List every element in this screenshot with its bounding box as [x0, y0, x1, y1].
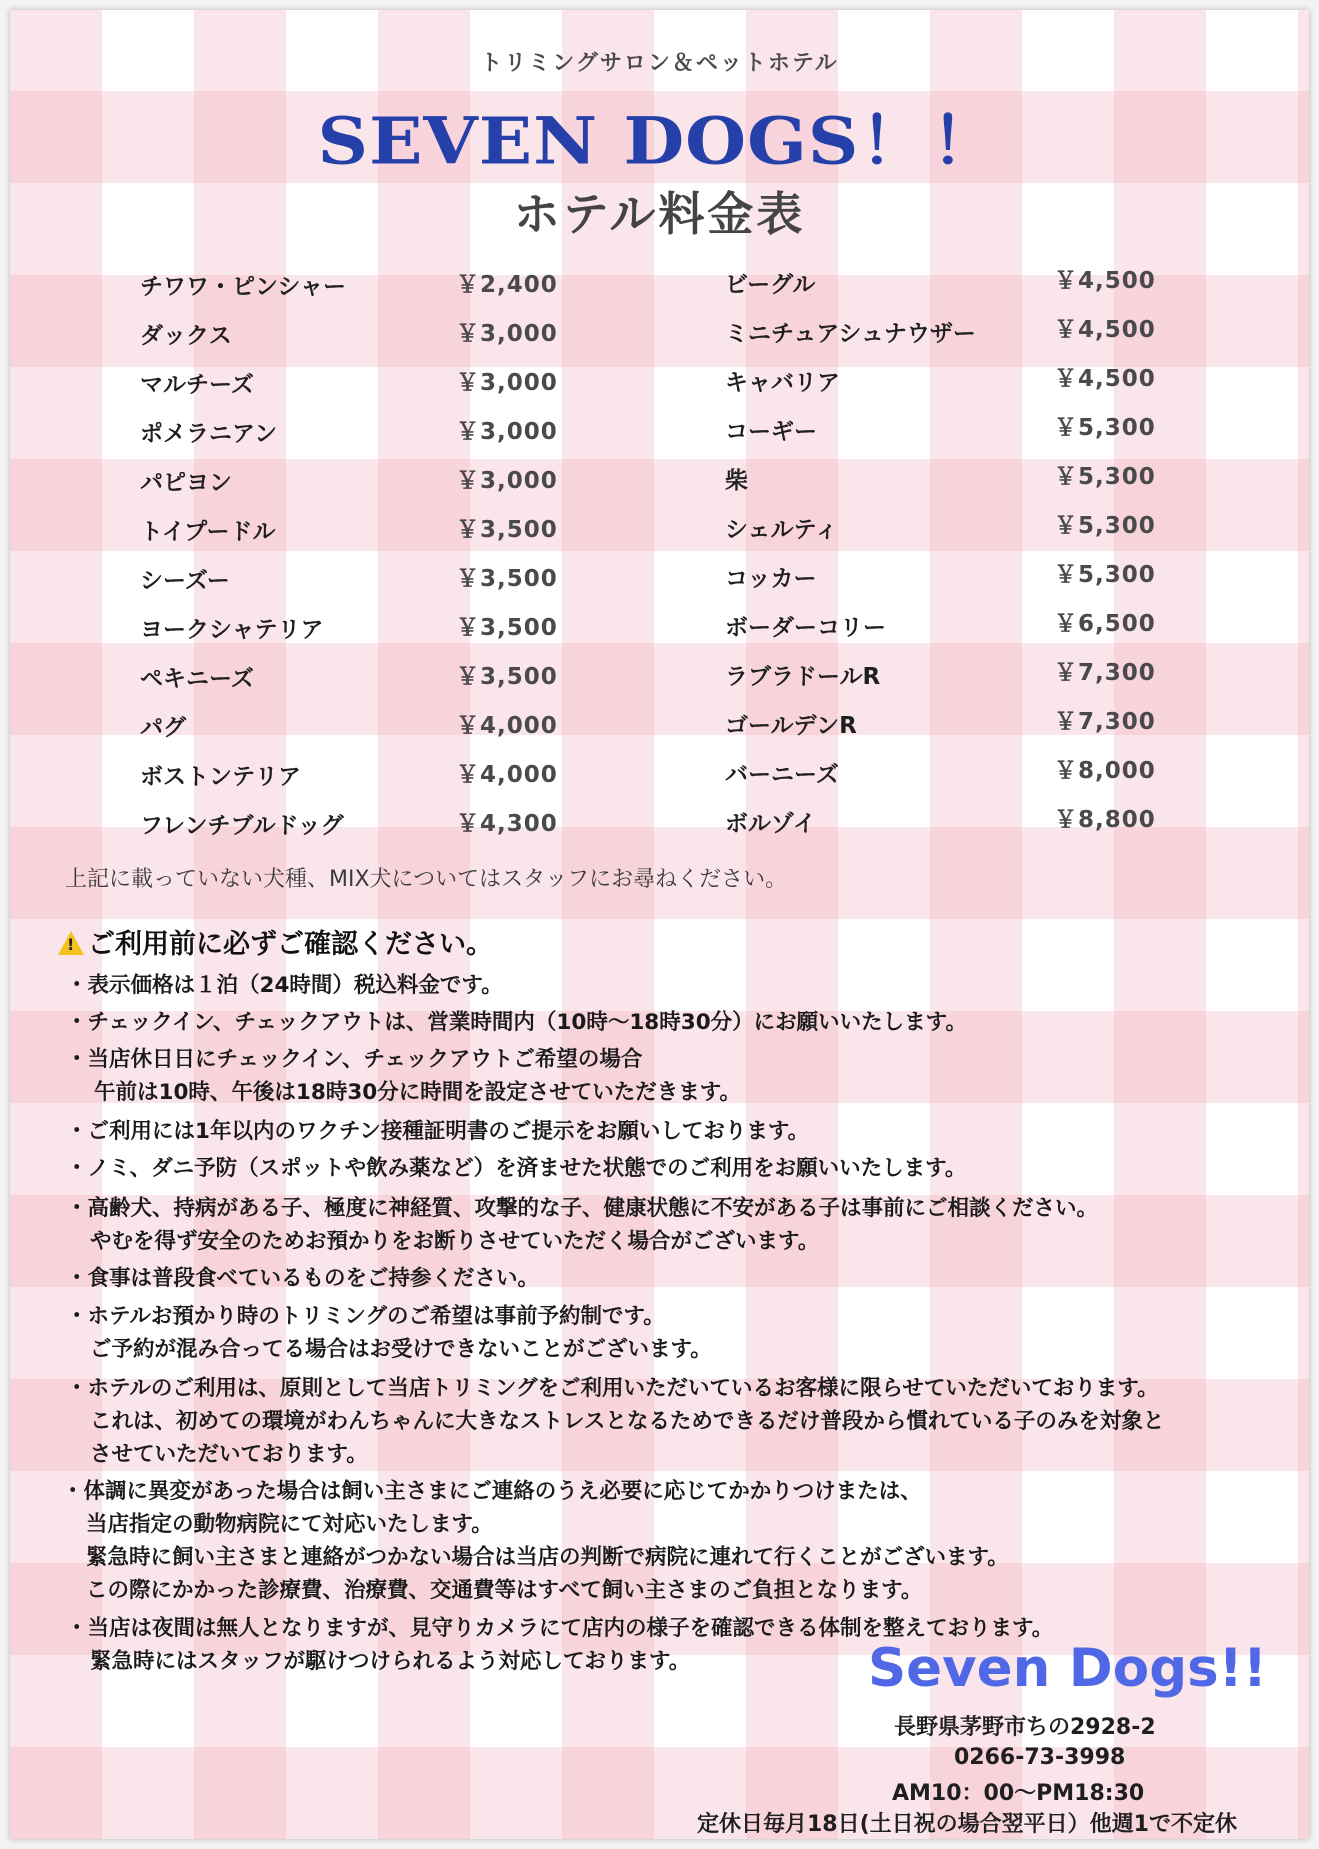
breed-price: ￥4,300 — [456, 811, 558, 837]
shop-address: 長野県茅野市ちの2928-2 — [894, 1715, 1156, 1740]
rule-line: 緊急時にはスタッフが駆けつけられるよう対応しております。 — [90, 1649, 691, 1674]
breed-price: ￥3,000 — [456, 321, 558, 347]
breed-name: ヨークシャテリア — [140, 617, 324, 643]
breed-name: コーギー — [725, 419, 817, 445]
breed-price: ￥5,300 — [1054, 415, 1156, 441]
rule-line: 緊急時に飼い主さまと連絡がつかない場合は当店の判断で病院に連れて行くことがございます。 — [86, 1545, 1009, 1570]
breed-name: ビーグル — [725, 272, 816, 298]
breed-name: ボストンテリア — [140, 764, 301, 790]
breed-name: ダックス — [140, 323, 232, 349]
breed-price: ￥3,500 — [456, 517, 558, 543]
warning-heading-text: ご利用前に必ずご確認ください。 — [88, 929, 493, 960]
rule-line: ・高齢犬、持病がある子、極度に神経質、攻撃的な子、健康状態に不安がある子は事前にご相談ください。 — [66, 1196, 1099, 1221]
breed-name: ペキニーズ — [140, 666, 254, 692]
breed-price: ￥8,000 — [1054, 758, 1156, 784]
brand-logo-text: SEVEN DOGS！！ — [317, 102, 1002, 180]
breed-price: ￥5,300 — [1054, 562, 1156, 588]
breed-name: フレンチブルドッグ — [140, 813, 344, 839]
breed-price: ￥5,300 — [1054, 513, 1156, 539]
breed-name: ミニチュアシュナウザー — [725, 321, 976, 347]
shop-holiday: 定休日毎月18日(土日祝の場合翌平日）他週1で不定休 — [697, 1812, 1237, 1837]
breed-price: ￥3,000 — [456, 370, 558, 396]
breed-price: ￥6,500 — [1054, 611, 1156, 637]
warning-heading — [58, 922, 493, 961]
rule-line: ・体調に異変があった場合は飼い主さまにご連絡のうえ必要に応じてかかりつけまたは、 — [62, 1479, 922, 1504]
rule-line: ・ご利用には1年以内のワクチン接種証明書のご提示をお願いしております。 — [66, 1119, 810, 1144]
breed-name: バーニーズ — [725, 762, 839, 788]
breed-price: ￥3,000 — [456, 468, 558, 494]
breed-name: キャバリア — [725, 370, 840, 396]
breed-name: ボルゾイ — [725, 811, 816, 837]
breed-price: ￥4,000 — [456, 762, 558, 788]
breed-name: トイプードル — [140, 519, 276, 545]
breed-price: ￥3,500 — [456, 615, 558, 641]
warning-icon — [58, 931, 84, 955]
breed-name: ラブラドールR — [725, 664, 881, 690]
breed-price: ￥3,500 — [456, 664, 558, 690]
breed-price: ￥3,500 — [456, 566, 558, 592]
header-subtitle: トリミングサロン＆ペットホテル — [480, 51, 839, 76]
breed-price: ￥8,800 — [1054, 807, 1156, 833]
breed-name: ボーダーコリー — [725, 615, 886, 641]
rule-line: ・当店は夜間は無人となりますが、見守りカメラにて店内の様子を確認できる体制を整えております。 — [66, 1616, 1054, 1641]
breed-price: ￥4,500 — [1054, 268, 1156, 294]
rule-line: ・食事は普段食べているものをご持参ください。 — [66, 1266, 540, 1291]
rule-line: やむを得ず安全のためお預かりをお断りさせていただく場合がございます。 — [90, 1229, 820, 1254]
rule-line: ・当店休日日にチェックイン、チェックアウトご希望の場合 — [66, 1047, 643, 1072]
breed-price: ￥2,400 — [456, 272, 558, 298]
page-title: ホテル料金表 — [513, 187, 806, 241]
breed-name: ポメラニアン — [140, 421, 278, 447]
rule-line: させていただいております。 — [90, 1442, 368, 1467]
breed-name: シーズー — [140, 568, 230, 594]
rule-line: ・ノミ、ダニ予防（スポットや飲み薬など）を済ませた状態でのご利用をお願いいたします。 — [66, 1156, 967, 1181]
breed-price: ￥3,000 — [456, 419, 558, 445]
rule-line: 午前は10時、午後は18時30分に時間を設定させていただきます。 — [94, 1080, 742, 1105]
breed-name: パグ — [140, 715, 186, 741]
price-sheet — [10, 10, 1309, 1839]
footer-brand: Seven Dogs!! — [868, 1638, 1268, 1699]
breed-name: ゴールデンR — [725, 713, 857, 739]
shop-phone: 0266-73-3998 — [954, 1745, 1126, 1770]
shop-hours: AM10：00〜PM18:30 — [892, 1781, 1145, 1806]
breed-name: コッカー — [725, 566, 817, 592]
breed-price: ￥4,000 — [456, 713, 558, 739]
breed-price: ￥7,300 — [1054, 660, 1156, 686]
rule-line: ・チェックイン、チェックアウトは、営業時間内（10時〜18時30分）にお願いいたします。 — [66, 1010, 967, 1035]
rule-line: 当店指定の動物病院にて対応いたします。 — [86, 1512, 493, 1537]
rule-line: ご予約が混み合ってる場合はお受けできないことがございます。 — [90, 1337, 712, 1362]
unlisted-breed-note: 上記に載っていない犬種、MIX犬についてはスタッフにお尋ねください。 — [65, 867, 788, 892]
breed-name: チワワ・ピンシャー — [140, 274, 346, 300]
breed-price: ￥7,300 — [1054, 709, 1156, 735]
breed-price: ￥4,500 — [1054, 317, 1156, 343]
rule-line: ・ホテルお預かり時のトリミングのご希望は事前予約制です。 — [66, 1304, 665, 1329]
rule-line: この際にかかった診療費、治療費、交通費等はすべて飼い主さまのご負担となります。 — [86, 1578, 923, 1603]
breed-price: ￥4,500 — [1054, 366, 1156, 392]
breed-price: ￥5,300 — [1054, 464, 1156, 490]
breed-name: マルチーズ — [140, 372, 254, 398]
breed-name: 柴 — [725, 468, 748, 494]
rule-line: これは、初めての環境がわんちゃんに大きなストレスとなるためできるだけ普段から慣れている子のみを対象と — [90, 1409, 1165, 1434]
breed-name: パピヨン — [140, 470, 232, 496]
breed-name: シェルティ — [725, 517, 838, 543]
rule-line: ・表示価格は１泊（24時間）税込料金です。 — [66, 973, 503, 998]
rule-line: ・ホテルのご利用は、原則として当店トリミングをご利用いただいているお客様に限らせていただいております。 — [66, 1376, 1159, 1401]
